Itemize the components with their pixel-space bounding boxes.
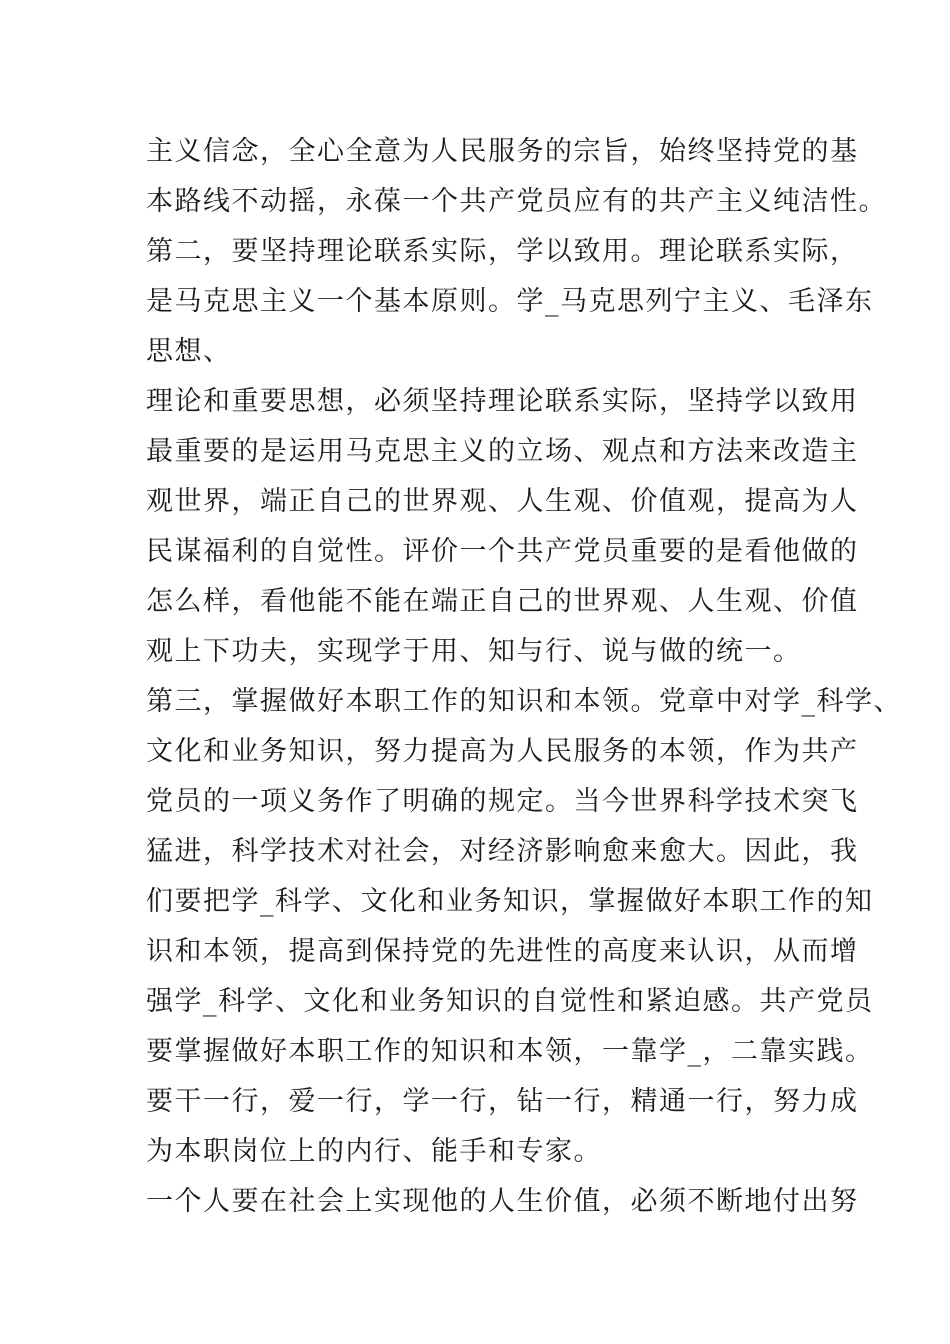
text-line: 文化和业务知识，努力提高为人民服务的本领，作为共产 bbox=[146, 736, 859, 767]
text-line: 第二，要坚持理论联系实际，学以致用。理论联系实际， bbox=[146, 236, 859, 267]
text-line: 为本职岗位上的内行、能手和专家。 bbox=[146, 1136, 602, 1167]
text-line: 主义信念，全心全意为人民服务的宗旨，始终坚持党的基 bbox=[146, 136, 859, 167]
text-line: 一个人要在社会上实现他的人生价值，必须不断地付出努 bbox=[146, 1186, 859, 1217]
text-line: 们要把学_科学、文化和业务知识，掌握做好本职工作的知 bbox=[146, 886, 874, 917]
text-line: 要干一行，爱一行，学一行，钻一行，精通一行，努力成 bbox=[146, 1086, 859, 1117]
text-line: 要掌握做好本职工作的知识和本领，一靠学_，二靠实践。 bbox=[146, 1036, 874, 1067]
text-line: 观上下功夫，实现学于用、知与行、说与做的统一。 bbox=[146, 636, 802, 667]
text-line: 猛进，科学技术对社会，对经济影响愈来愈大。因此，我 bbox=[146, 836, 859, 867]
text-line: 怎么样，看他能不能在端正自己的世界观、人生观、价值 bbox=[146, 586, 859, 617]
text-line: 最重要的是运用马克思主义的立场、观点和方法来改造主 bbox=[146, 436, 859, 467]
text-line: 观世界，端正自己的世界观、人生观、价值观，提高为人 bbox=[146, 486, 859, 517]
text-line: 是马克思主义一个基本原则。学_马克思列宁主义、毛泽东 bbox=[146, 286, 874, 317]
text-line: 党员的一项义务作了明确的规定。当今世界科学技术突飞 bbox=[146, 786, 859, 817]
text-line: 第三，掌握做好本职工作的知识和本领。党章中对学_科学、 bbox=[146, 686, 902, 717]
text-line: 民谋福利的自觉性。评价一个共产党员重要的是看他做的 bbox=[146, 536, 859, 567]
document-body bbox=[146, 127, 902, 1227]
text-line: 本路线不动摇，永葆一个共产党员应有的共产主义纯洁性。 bbox=[146, 186, 887, 217]
text-line: 强学_科学、文化和业务知识的自觉性和紧迫感。共产党员 bbox=[146, 986, 874, 1017]
text-line: 思想、 bbox=[146, 336, 232, 367]
text-line: 理论和重要思想，必须坚持理论联系实际，坚持学以致用 bbox=[146, 386, 859, 417]
text-line: 识和本领，提高到保持党的先进性的高度来认识，从而增 bbox=[146, 936, 859, 967]
